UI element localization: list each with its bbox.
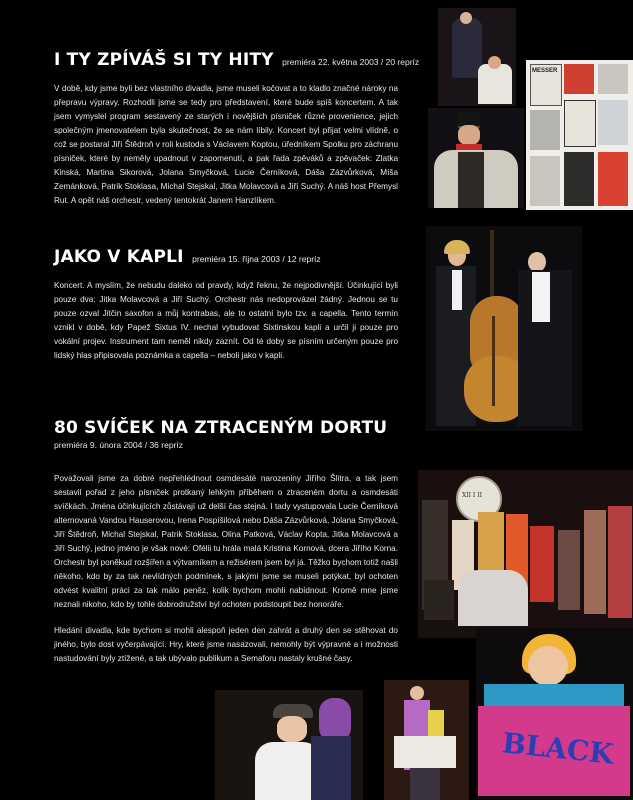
poster-label: MESSER — [532, 68, 558, 74]
section-jako-v-kapli — [54, 247, 398, 375]
photo-stage-duo — [438, 8, 516, 106]
body-paragraph: Považovali jsme za dobré nepřehlédnout osmdesáté narozeniny Jiřího Šlitra, a tak jsem sestavil pořad z jeho písniček protkaný lehkým příběhem o ztraceném dortu a osmdesáti svíčkách. Jména účinkujících zůstávají už delší čas stejná. I tady vystupovala Lucie Černíková alternovaná Vandou Hauserovou, Irena Pospíšilová nebo Dáša Zázvůrková, Jolana Smyčková, Jiří Štědroň, Michal Stejskal, Patrik Stoklasa, Olina Patková, Václav Kopta, Jitka Molavcová a Jiří Suchý, jedno jméno je však nové: Ofélii tu hrála malá Kristina Kornová, dcera Jiřího Korna. Orchestr byl poněkud rozšířen a výtvarníkem a režisérem jsem byl já. Těžko bychom totiž našli někoho, kdo by za tak nevlídných podmínek, s jakými jsme se museli potýkat, byl ochoten odvést kvalitní práci za tak málo peněz, kolik bychom mohli nabídnout. Kromě mne jsme neznali nikoho, kdo by tohle dobrodružství byl ochoten podstoupit bez honoráře. — [54, 474, 398, 609]
box-label: BLACK — [500, 726, 616, 771]
photo-top-hat-performer — [428, 108, 524, 208]
photo-double-bass-duet — [426, 226, 582, 431]
premiere-info: premiéra 9. února 2004 / 36 repríz — [54, 440, 183, 450]
photo-cast-group — [418, 470, 633, 638]
section-body — [54, 279, 398, 363]
section-body — [54, 472, 398, 666]
section-heading — [54, 247, 398, 267]
body-paragraph: Hledání divadla, kde bychom si mohli alespoň jeden den zahrát a druhý den se stěhovat do jiného, bylo dost vyčerpávající. Hry, které jsme nasazovali, nemohly být výpravné a i možnosti nastudování byly ztížené, a tak ubývalo publikum a Semaforu nastaly krušné časy. — [54, 626, 398, 663]
photo-poster-wall — [526, 60, 633, 210]
section-heading — [54, 50, 420, 70]
section-title: I TY ZPÍVÁŠ SI TY HITY — [54, 50, 274, 70]
clock-numerals: XII I II — [462, 492, 482, 499]
body-paragraph: Koncert. A myslím, že nebudu daleko od pravdy, když řeknu, že nejpodivnější. Účinkující byli pouze dva: Jitka Molavcová a Jiří Suchý. Orchestr nás nedoprovázel žádný. Jednou se tu pouze ozval Jitčin saxofon a můj kontrabas, ale to ostatní bylo tzv. a capella. Tento termín vznikl v době, kdy Papež Sixtus IV. nechal vybudovat Sixtinskou kapli a určil ji pouze pro vokální projev. Instrument tam neměl nikdy zaznít. Od té doby se písním určeným pouze pro lidský hlas připisovala poznámka a capella – neboli jako v kapli. — [54, 281, 398, 360]
premiere-info: premiéra 15. října 2003 / 12 repríz — [192, 254, 321, 264]
photo-stage-scene — [384, 680, 469, 800]
body-paragraph: V době, kdy jsme byli bez vlastního divadla, jsme museli kočovat a to kladlo značné nároky na přepravu výpravy. Rozhodli jsme se tedy pro představení, které bude spíš koncertem. A tak jsem vymyslel program sestavený ze starých i novějších písniček různé provenience, jejich společným jmenovatelem byla skutečnost, že se nám líbily. Koncert byl přijat velmi vlídně, o což se postaral Jiří Štědroň v roli kustoda s Václavem Koptou, úředníkem Spolku pro záchranu písniček, které by neměly upadnout v zapomenutí, a pak řada zpěváků a zpěvaček: Zlatka Kinská, Martina Sikorová, Jolana Smyčková, Lucie Černíková, Dáša Zázvůrková, Míša Zemánková, Patrik Stoklasa, Michal Stejskal, Jitka Molavcová a Jiří Suchý. A náš host Přemysl Rut. A opět náš orchestr, vedený tentokrát Janem Hanzlíkem. — [54, 84, 398, 205]
section-title: 80 SVÍČEK NA ZTRACENÝM DORTU — [54, 418, 388, 438]
premiere-info: premiéra 22. května 2003 / 20 repríz — [282, 57, 420, 67]
photo-girl-in-box — [476, 628, 633, 800]
photo-hat-singer — [215, 690, 363, 800]
section-body — [54, 82, 398, 208]
section-title: JAKO V KAPLI — [54, 247, 184, 267]
section-i-ty-zpivas — [54, 50, 420, 220]
section-80-svicek — [54, 418, 398, 678]
